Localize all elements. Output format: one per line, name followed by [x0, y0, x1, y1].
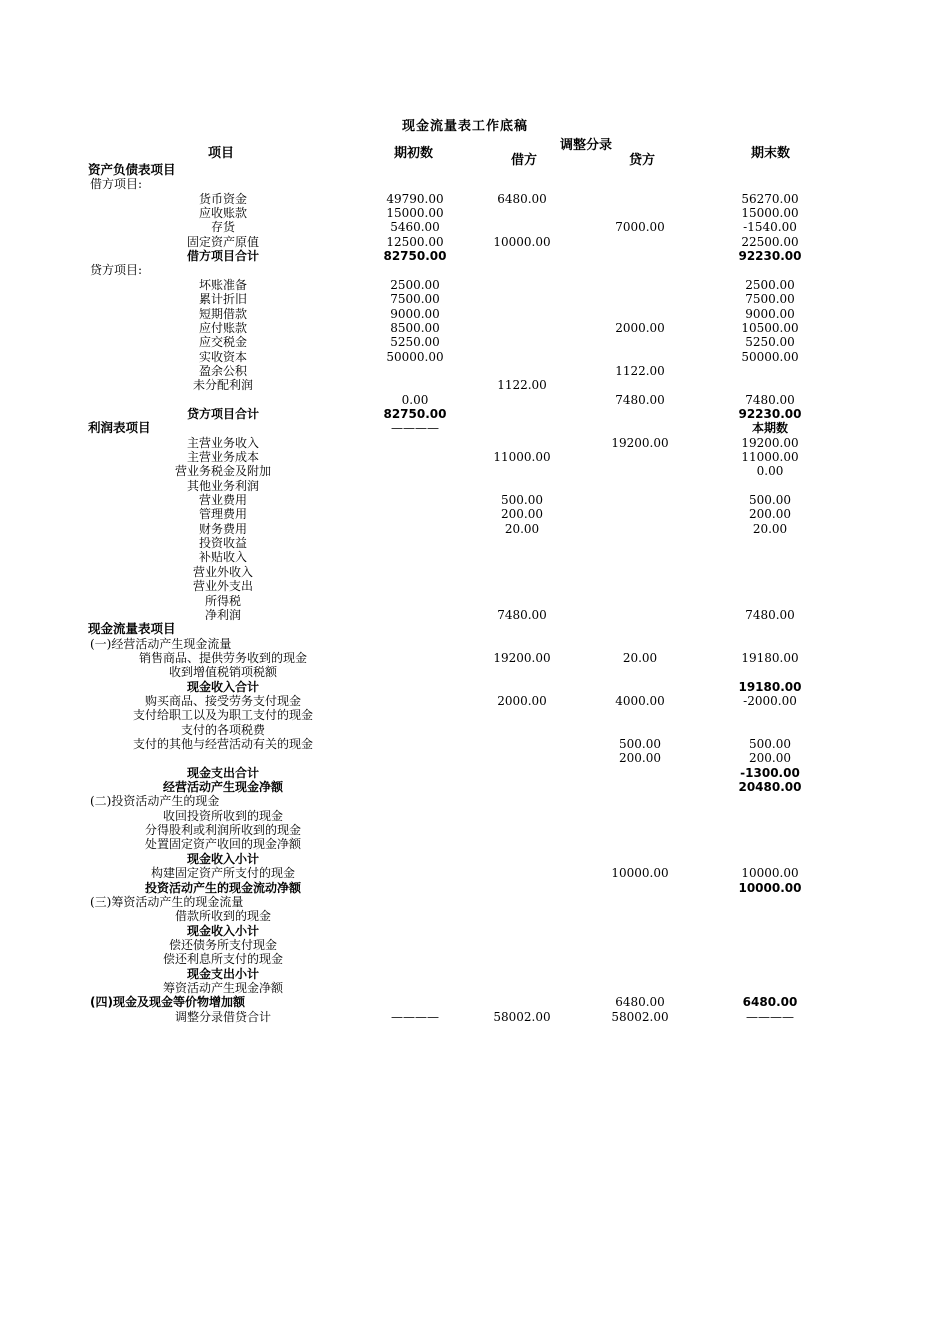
cell-c3: 9000.00	[745, 306, 795, 321]
cell-c3: 200.00	[749, 507, 791, 522]
row-label: 偿还债务所支付现金	[168, 937, 277, 952]
cell-c2: 1122.00	[615, 363, 665, 378]
cell-c3: 6480.00	[742, 995, 798, 1010]
table-row	[0, 493, 950, 507]
table-row	[0, 393, 950, 407]
cell-c2: 4000.00	[615, 693, 665, 708]
cell-c0: ————	[391, 421, 439, 436]
table-row	[0, 421, 950, 435]
row-label: 净利润	[204, 607, 241, 622]
row-label: (二)投资活动产生的现金	[90, 794, 220, 809]
table-row	[0, 708, 950, 722]
cell-c1: 19200.00	[493, 650, 551, 665]
table-row	[0, 751, 950, 765]
cell-c3: ————	[746, 1009, 794, 1024]
table-row	[0, 881, 950, 895]
row-label: 支付的其他与经营活动有关的现金	[132, 737, 313, 751]
cell-c1: 200.00	[501, 507, 543, 522]
cell-c0: 5250.00	[390, 335, 440, 350]
cell-c3: 10000.00	[741, 866, 799, 881]
cell-c3: 0.00	[756, 464, 784, 479]
row-label: 购买商品、接受劳务支付现金	[144, 693, 301, 708]
cell-c1: 20.00	[504, 521, 540, 536]
cell-c0: 8500.00	[390, 320, 440, 335]
table-row	[0, 163, 950, 177]
row-label: 支付给职工以及为职工支付的现金	[132, 708, 313, 723]
cell-c2: 6480.00	[615, 995, 665, 1010]
table-row	[0, 723, 950, 737]
table-row	[0, 536, 950, 550]
row-label: 固定资产原值	[186, 234, 259, 249]
row-label: 短期借款	[198, 306, 247, 321]
cell-c3: 200.00	[749, 751, 791, 766]
row-label: 投资活动产生的现金流动净额	[144, 880, 301, 895]
row-label: 调整分录借贷合计	[174, 1009, 271, 1024]
row-label: 补贴收入	[198, 550, 247, 565]
cell-c3: 19180.00	[741, 650, 799, 665]
cell-c3: 22500.00	[741, 234, 799, 249]
table-row	[0, 507, 950, 521]
row-label: (一)经营活动产生现金流量	[90, 636, 232, 651]
cell-c3: 11000.00	[741, 450, 799, 464]
row-label: 借方项目:	[90, 177, 143, 192]
cell-c0: 82750.00	[383, 406, 447, 421]
cell-c1: 7480.00	[497, 607, 547, 622]
row-label: 其他业务利润	[186, 478, 259, 493]
table-row	[0, 235, 950, 249]
table-row	[0, 938, 950, 952]
row-label: 销售商品、提供劳务收到的现金	[138, 650, 307, 665]
cell-c0: 50000.00	[386, 349, 444, 364]
row-label: 贷方项目:	[90, 263, 143, 278]
row-label: 收到增值税销项税额	[168, 665, 277, 680]
sheet-title: 现金流量表工作底稿	[401, 119, 528, 134]
cell-c3: -1540.00	[743, 220, 797, 235]
table-row	[0, 651, 950, 665]
table-row	[0, 694, 950, 708]
cell-c3: 500.00	[749, 493, 791, 508]
row-label: 资产负债表项目	[88, 162, 176, 177]
cell-c0: 82750.00	[383, 249, 447, 264]
cell-c1: 1122.00	[497, 378, 547, 393]
cell-c3: 92230.00	[738, 406, 802, 421]
row-label: 实收资本	[198, 349, 247, 364]
row-label: 处置固定资产收回的现金净额	[144, 837, 301, 852]
row-label: 收回投资所收到的现金	[162, 808, 283, 823]
row-label: 投资收益	[198, 536, 247, 551]
row-label: 营业外支出	[192, 579, 253, 594]
cell-c1: 10000.00	[493, 234, 551, 249]
table-row	[0, 809, 950, 823]
cell-c3: 500.00	[749, 737, 791, 751]
row-label: 应付账款	[198, 320, 247, 335]
row-label: 现金收入小计	[186, 923, 259, 938]
cell-c0: 7500.00	[390, 292, 440, 307]
cell-c3: 7480.00	[745, 607, 795, 622]
row-label: 分得股利或利润所收到的现金	[144, 823, 301, 838]
table-row	[0, 823, 950, 837]
row-label: 所得税	[204, 593, 241, 608]
cell-c1: 2000.00	[497, 693, 547, 708]
row-label: 营业外收入	[192, 564, 253, 579]
table-row	[0, 307, 950, 321]
row-label: 利润表项目	[88, 420, 151, 436]
cell-c2: 58002.00	[611, 1009, 669, 1024]
cell-c0: 12500.00	[386, 234, 444, 249]
table-row	[0, 995, 950, 1009]
table-row	[0, 479, 950, 493]
cell-c3: 92230.00	[738, 249, 802, 264]
table-row	[0, 378, 950, 392]
table-row	[0, 292, 950, 306]
row-label: 营业费用	[198, 493, 247, 508]
cell-c2: 500.00	[619, 737, 661, 751]
table-row	[0, 522, 950, 536]
table-row	[0, 364, 950, 378]
cell-c3: -2000.00	[743, 693, 797, 708]
row-label: 主营业务成本	[186, 450, 259, 464]
table-row	[0, 1010, 950, 1024]
header-opening: 期初数	[394, 146, 434, 161]
table-row	[0, 608, 950, 622]
table-row	[0, 637, 950, 651]
cell-c3: 5250.00	[745, 335, 795, 350]
table-row	[0, 794, 950, 808]
cell-c1: 11000.00	[493, 450, 551, 464]
row-label: 累计折旧	[198, 292, 247, 307]
table-row	[0, 220, 950, 234]
table-row	[0, 579, 950, 593]
row-label: 存货	[210, 220, 235, 235]
row-label: (三)筹资活动产生的现金流量	[90, 894, 244, 909]
cell-c2: 19200.00	[611, 435, 669, 450]
row-label: 贷方项目合计	[186, 406, 259, 421]
row-label: 支付的各项税费	[180, 722, 265, 737]
cell-c2: 7000.00	[615, 220, 665, 235]
cell-c1: 500.00	[501, 493, 543, 508]
cell-c0: 15000.00	[386, 206, 444, 221]
table-row	[0, 680, 950, 694]
cell-c3: 15000.00	[741, 206, 799, 221]
header-item: 项目	[208, 146, 235, 161]
table-row	[0, 321, 950, 335]
row-label: 偿还利息所支付的现金	[162, 952, 283, 967]
table-row	[0, 924, 950, 938]
table-row	[0, 837, 950, 851]
cell-c3: 2500.00	[745, 277, 795, 292]
row-label: 筹资活动产生现金净额	[162, 980, 283, 995]
cell-c3: 7480.00	[745, 392, 795, 407]
cell-c0: 2500.00	[390, 277, 440, 292]
cell-c2: 20.00	[622, 650, 658, 665]
row-label: 现金流量表项目	[88, 621, 176, 637]
table-row	[0, 952, 950, 966]
table-row	[0, 177, 950, 191]
table-row	[0, 249, 950, 263]
table-row	[0, 335, 950, 349]
cell-c2: 10000.00	[611, 866, 669, 881]
table-row	[0, 565, 950, 579]
cell-c3: 本期数	[751, 421, 788, 436]
row-label: 现金收入合计	[186, 679, 259, 694]
cell-c3: 19180.00	[738, 679, 802, 694]
row-label: 现金收入小计	[186, 851, 259, 866]
row-label: 经营活动产生现金净额	[162, 780, 283, 795]
table-row	[0, 981, 950, 995]
row-label: 现金支出小计	[186, 966, 259, 981]
table-row	[0, 866, 950, 880]
table-row	[0, 967, 950, 981]
cell-c0: 49790.00	[386, 191, 444, 206]
table-row	[0, 594, 950, 608]
cell-c3: 7500.00	[745, 292, 795, 307]
table-row	[0, 407, 950, 421]
row-label: 现金支出合计	[186, 765, 259, 780]
table-row	[0, 206, 950, 220]
cell-c3: -1300.00	[740, 765, 800, 780]
row-label: 管理费用	[198, 507, 247, 522]
table-row	[0, 909, 950, 923]
table-row	[0, 766, 950, 780]
row-label: (四)现金及现金等价物增加额	[90, 995, 245, 1010]
table-row	[0, 278, 950, 292]
table-row	[0, 622, 950, 636]
header-closing: 期末数	[751, 146, 791, 161]
row-label: 构建固定资产所支付的现金	[150, 866, 295, 881]
row-label: 财务费用	[198, 521, 247, 536]
table-row	[0, 436, 950, 450]
table-row	[0, 192, 950, 206]
cell-c0: 0.00	[401, 392, 429, 407]
cell-c2: 7480.00	[615, 392, 665, 407]
row-label: 借方项目合计	[186, 249, 259, 264]
cell-c2: 2000.00	[615, 320, 665, 335]
cell-c0: 5460.00	[390, 220, 440, 235]
cell-c3: 10000.00	[738, 880, 802, 895]
row-label: 应收账款	[198, 206, 247, 221]
row-label: 主营业务收入	[186, 435, 259, 450]
cell-c0: ————	[391, 1009, 439, 1024]
cell-c3: 20480.00	[738, 780, 802, 795]
cell-c0: 9000.00	[390, 306, 440, 321]
row-label: 盈余公积	[198, 363, 247, 378]
cell-c3: 50000.00	[741, 349, 799, 364]
table-row	[0, 450, 950, 464]
table-row	[0, 263, 950, 277]
row-label: 营业务税金及附加	[174, 464, 271, 479]
cell-c1: 6480.00	[497, 191, 547, 206]
table-row	[0, 780, 950, 794]
cell-c3: 56270.00	[741, 191, 799, 206]
table-row	[0, 464, 950, 478]
cell-c2: 200.00	[619, 751, 661, 766]
cell-c1: 58002.00	[493, 1009, 551, 1024]
cell-c3: 10500.00	[741, 320, 799, 335]
header-debit: 借方	[511, 153, 538, 168]
cell-c3: 19200.00	[741, 435, 799, 450]
row-label: 借款所收到的现金	[174, 909, 271, 924]
row-label: 坏账准备	[198, 277, 247, 292]
table-row	[0, 665, 950, 679]
table-row	[0, 895, 950, 909]
table-row	[0, 350, 950, 364]
row-label: 应交税金	[198, 335, 247, 350]
table-row	[0, 852, 950, 866]
table-row	[0, 550, 950, 564]
row-label: 货币资金	[198, 191, 247, 206]
row-label: 未分配利润	[192, 378, 253, 393]
header-adjust: 调整分录	[560, 138, 613, 153]
header-credit: 贷方	[629, 153, 656, 168]
table-row	[0, 737, 950, 751]
cell-c3: 20.00	[752, 521, 788, 536]
